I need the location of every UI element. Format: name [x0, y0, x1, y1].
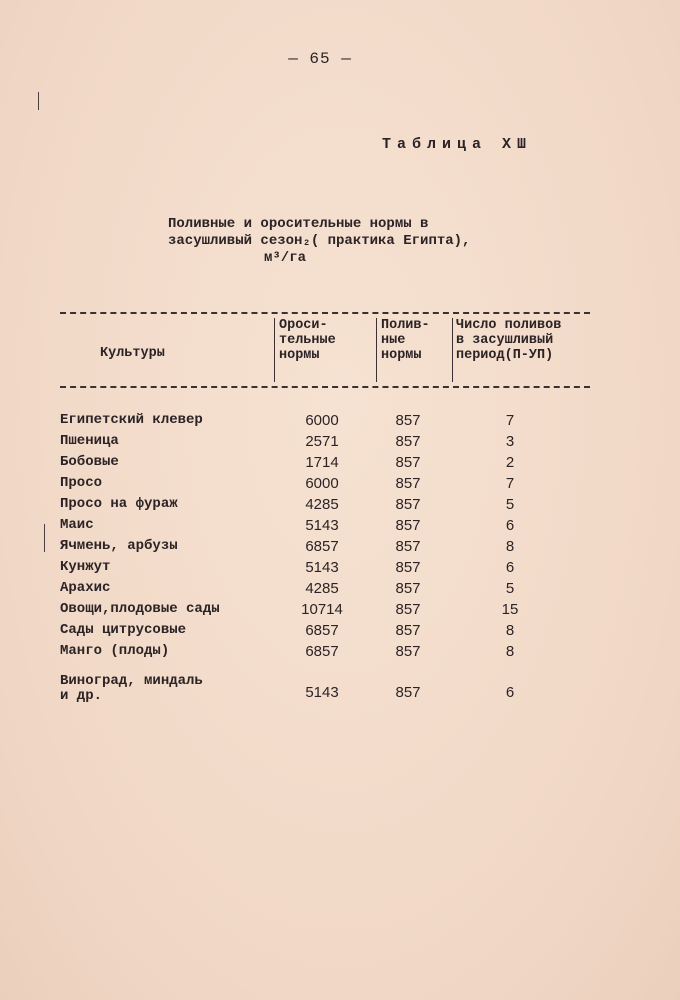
table-row	[60, 496, 600, 516]
irrigation-value: 6000	[305, 412, 339, 429]
header-separator	[452, 318, 453, 382]
header-crop: Культуры	[100, 346, 165, 361]
margin-pencil-mark	[38, 92, 39, 110]
header-irrigation-norms: Ороси- тельные нормы	[279, 318, 336, 363]
crop-name: Ячмень, арбузы	[60, 538, 178, 554]
crop-name: Сады цитрусовые	[60, 622, 187, 638]
count-value: 3	[505, 433, 515, 450]
header-separator	[274, 318, 275, 382]
table-row	[60, 601, 600, 621]
irrigation-value: 6857	[305, 538, 339, 555]
header-top-rule	[60, 312, 590, 314]
count-value: 2	[505, 454, 515, 471]
table-row	[60, 580, 600, 600]
irrigation-value: 5143	[305, 684, 339, 701]
watering-value: 857	[395, 601, 421, 618]
table-row	[60, 622, 600, 642]
watering-value: 857	[395, 559, 421, 576]
crop-name: Виноград, миндаль и др.	[60, 673, 203, 704]
watering-value: 857	[395, 454, 421, 471]
irrigation-value: 6000	[305, 475, 339, 492]
table-row	[60, 538, 600, 558]
crop-name: Пшеница	[60, 433, 119, 449]
watering-value: 857	[395, 433, 421, 450]
margin-pencil-mark	[44, 524, 45, 552]
count-value: 15	[501, 601, 519, 618]
count-value: 6	[505, 517, 515, 534]
crop-name: Бобовые	[60, 454, 119, 470]
irrigation-value: 5143	[305, 517, 339, 534]
irrigation-value: 1714	[305, 454, 339, 471]
count-value: 6	[505, 559, 515, 576]
watering-value: 857	[395, 517, 421, 534]
watering-value: 857	[395, 496, 421, 513]
crop-name: Маис	[60, 517, 94, 533]
count-value: 6	[505, 684, 515, 701]
irrigation-value: 6857	[305, 643, 339, 660]
crop-name: Кунжут	[60, 559, 111, 575]
watering-value: 857	[395, 643, 421, 660]
crop-name: Египетский клевер	[60, 412, 203, 428]
watering-value: 857	[395, 684, 421, 701]
header-separator	[376, 318, 377, 382]
irrigation-value: 4285	[305, 580, 339, 597]
header-watering-norms: Полив- ные нормы	[381, 318, 430, 363]
count-value: 8	[505, 538, 515, 555]
table-row	[60, 643, 600, 663]
header-bottom-rule	[60, 386, 590, 388]
crop-name: Манго (плоды)	[60, 643, 170, 659]
count-value: 8	[505, 622, 515, 639]
irrigation-value: 10714	[301, 601, 343, 618]
crop-name: Просо на фураж	[60, 496, 178, 512]
table-row	[60, 517, 600, 537]
table-row	[60, 433, 600, 453]
irrigation-value: 2571	[305, 433, 339, 450]
irrigation-value: 5143	[305, 559, 339, 576]
watering-value: 857	[395, 475, 421, 492]
table-title: Таблица ХШ	[382, 136, 533, 153]
header-watering-count: Число поливов в засушливый период(П-УП)	[456, 318, 562, 363]
watering-value: 857	[395, 538, 421, 555]
caption-line: Поливные и оросительные нормы в	[168, 216, 429, 232]
crop-name: Просо	[60, 475, 103, 491]
count-value: 5	[505, 580, 515, 597]
watering-value: 857	[395, 412, 421, 429]
table-row	[60, 412, 600, 432]
count-value: 7	[505, 412, 515, 429]
caption-line: м³/га	[264, 250, 307, 266]
table-row	[60, 559, 600, 579]
count-value: 5	[505, 496, 515, 513]
crop-name: Арахис	[60, 580, 111, 596]
watering-value: 857	[395, 580, 421, 597]
page-number: — 65 —	[288, 50, 352, 68]
table-row	[60, 475, 600, 495]
caption-line: засушливый сезон₂( практика Египта),	[168, 233, 471, 249]
crop-name: Овощи,плодовые сады	[60, 601, 220, 617]
count-value: 7	[505, 475, 515, 492]
table-row	[60, 674, 600, 710]
table-caption	[168, 216, 488, 267]
count-value: 8	[505, 643, 515, 660]
watering-value: 857	[395, 622, 421, 639]
table-row	[60, 454, 600, 474]
irrigation-value: 6857	[305, 622, 339, 639]
irrigation-value: 4285	[305, 496, 339, 513]
